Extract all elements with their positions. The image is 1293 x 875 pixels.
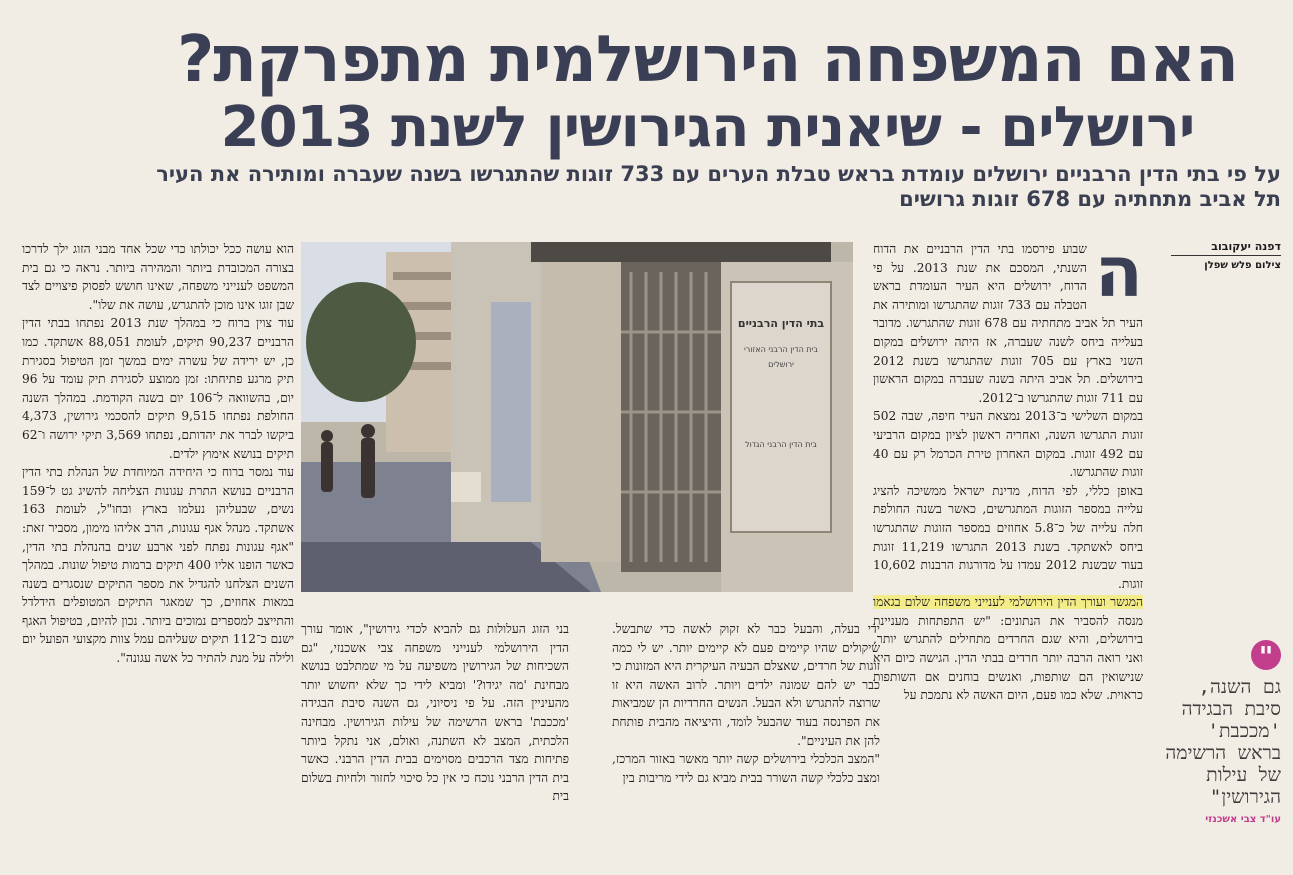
article-column-2 [612,620,880,787]
street-scene-illustration [301,242,853,592]
subheadline: על פי בתי הדין הרבניים ירושלים עומדת בראש טבלת הערים עם 733 זוגות שהתגרשו בשנה שעברה ומותירה את העיר תל אביב מתחתיה עם 678 זוגות גרושים [156,162,1281,211]
article-column-3 [301,620,569,806]
article-column-4 [22,240,294,668]
pull-quote [1159,640,1281,825]
drop-cap: ה [1094,231,1143,313]
paragraph: הוא עושה ככל יכולתו כדי שכל אחד מבני הזוג ילך לדרכו בצורה המכובדת ביותר והמהירה ביותר. נראה כי גם בית המשפט לענייני משפחה, שאינו חושש לפסוק פיצויים לצד שבן זוגו אינו מוכן להתגרש, עושה את שלו". [22,242,294,312]
paragraph-text: מנסה להסביר את הנתונים: "יש התפתחות מעניינת בירושלים, והיא שגם החרדים מתחילים להתגרש יותר, ואני רואה הרבה יותר חרדים בבתי הדין. הגישה כיום היא שנישואין הם שותפות, ואנשים בוחנים אם השותפות כראוית. שלא כמו פעם, היום האשה לא נתמכת על [873,613,1143,703]
author-name: דפנה יעקובוב [1171,240,1281,256]
sign-bottom: בית הדין הרבני הגדול [745,440,817,449]
photo-credit: צילום פלש שפלן [1204,260,1281,271]
article-column-1 [873,231,1144,705]
pull-quote-text: גם השנה, סיבת הבגידה 'מככבת' בראש הרשימה של עילות הגירושין" [1165,676,1281,808]
sign-line-3: ירושלים [768,360,794,369]
paragraph: בני הזוג העלולות גם להביא לכדי גירושין", אומר עורך הדין הירושלמי לענייני משפחה צבי אשכנזי, "גם השכיחות של הגירושין משפיעה על מי שמתלבט בנושא מבחינת 'מה יגידו?' ומביא לידי כך שלא יחשוש יותר מהעיניין הזה. על פי ניסיוני, גם השנה סיבת הבגידה 'מככבת' בראש הרשימה של עילות הגירושין. מבחינה הלכתית, המצב לא השתנה, ואולם, אני נתקל ביותר פתיחות מצד הרכבים מסוימים בבית הדין הרבני. כאשר בית הדין הרבני נוכח כי אין כל סיכוי לחזור ולחיות בשלום בית [301,622,569,804]
paragraph: "המצב הכלכלי בירושלים קשה יותר מאשר באזור המרכז, ומצב כלכלי קשה השורר בבית מביא גם לידי מריבות בין [612,752,880,785]
paragraph: באופן כללי, לפי הדוח, מדינת ישראל ממשיכה להציג עלייה במספר הזוגות המתגרשים, כאשר בשנה החולפת חלה עלייה של כ־5.8 אחוזים במספר הזוגות שהתגרשו ביחס לאשתקד. בשנת 2013 התגרשו 11,219 זוגות בעוד שבשנת 2012 עמדו על מדורגות הרבנות 10,602 זוגות. [873,483,1144,591]
byline [1171,240,1281,271]
highlighted-text: המגשר ועורך הדין הירושלמי לענייני משפחה שלום בגאמו [873,595,1143,610]
sign-title: בתי הדין הרבניים [737,317,825,330]
pull-quote-credit: עו"ד צבי אשכנזי [1205,814,1281,825]
sign-line-2: בית הדין הרבני האזורי [743,345,819,354]
paragraph [873,593,1143,705]
paragraph: במקום השלישי ב־2013 נמצאת העיר חיפה, שבה 502 זוגות התגרשו השנה, ואחריה ראשון לציון במקום הרביעי עם 492 זוגות. במקום האחרון טירת הכרמל רק עם 40 זוגות שהתגרשו. [873,409,1143,480]
headline-line-1: האם המשפחה הירושלמית מתפרקת? [177,23,1238,97]
paragraph: עוד נמסר ברוח כי היחידה המיוחדת של הנהלת בתי הדין הרבניים בנושא התרת עגונות הצליחה להשיג גט ל־159 נשים, שבעליהן נעלמו בארץ ובחו"ל, לעומת 163 אשתקד. מנהל אגף עגונות, הרב אליהו מימון, מסביר זאת: "אגף עגונות נפתח לפני ארבע שנים בהנהלת בתי הדין, כאשר הופנו אליו 400 תיקים ברמות טיפול שונות. במהלך השנים הצלחנו להגדיל את מספר התיקים שנסגרים בשנה במאות אחוזים, כך שמאגר התיקים המטופלים הידלדל והתייצב למספרים נמוכים ביותר. נכון להיום, בטיפול האגף ישנם כ־112 תיקים שעליהם עמל צוות מקצועי הפועל יום ולילה על מנת להתיר כל אשה עגונה". [22,465,295,666]
courthouse-photo [301,242,853,592]
headline-line-2: ירושלים - שיאנית הגירושין לשנת 2013 [220,95,1195,160]
paragraph: ידי בעלה, והבעל כבר לא זקוק לאשה כדי שתבשל. שיקולים שהיו קיימים פעם לא קיימים יותר. יש לי כמה זוגות של חרדים, שאצלם הבעיה העיקרית היא המזונות כי כבר יש להם שמונה ילדים ויותר. לרוב האשה היא זו שרוצה להתגרש ולא הבעל. הנשים החרדיות הן שמביאות את הפרנסה בעוד שהבעל לומד, והיציאה מהבית פותחת להן את העיניים". [612,622,880,748]
paragraph: עוד צוין ברוח כי במהלך שנת 2013 נפתחו בבתי הדין הרבניים 90,237 תיקים, לעומת 88,051 אשתקד. כמו כן, יש ירידה של עשרה ימים במשך זמן הטיפול בסגירת תיק מרגע פתיחתו: זמן ממוצע לסגירת תיק עומד על 96 יום, בהשוואה ל־106 יום בשנה הקודמת. במהלך השנה החולפת נפתחו 9,515 תיקים להסכמי גירושין, 4,373 ביקשו לברר את יהדותם, נפתחו 3,569 תיקי ירושה ו־62 תיקים בנושא אימוץ ילדים. [22,316,294,461]
quote-icon: " [1251,640,1281,670]
paragraph: שבוע פירסמו בתי הדין הרבניים את הדוח השנתי, המסכם את שנת 2013. על פי הדוח, ירושלים היא העיר העומדת בראש הטבלה עם 733 זוגות שהתגרשו ומותירה את העיר תל אביב מתחתיה עם 678 זוגות שהתגרשו. מדובר בעלייה ביחס לשנה שעברה, אז היתה ירושלים במקום השני בארץ עם 705 זוגות שהתגרשו בשנת 2012 בירושלים. תל אביב היתה בשנה שעברה במקום הראשון עם 711 זוגות שהתגרשו ב־2012. [873,242,1143,405]
